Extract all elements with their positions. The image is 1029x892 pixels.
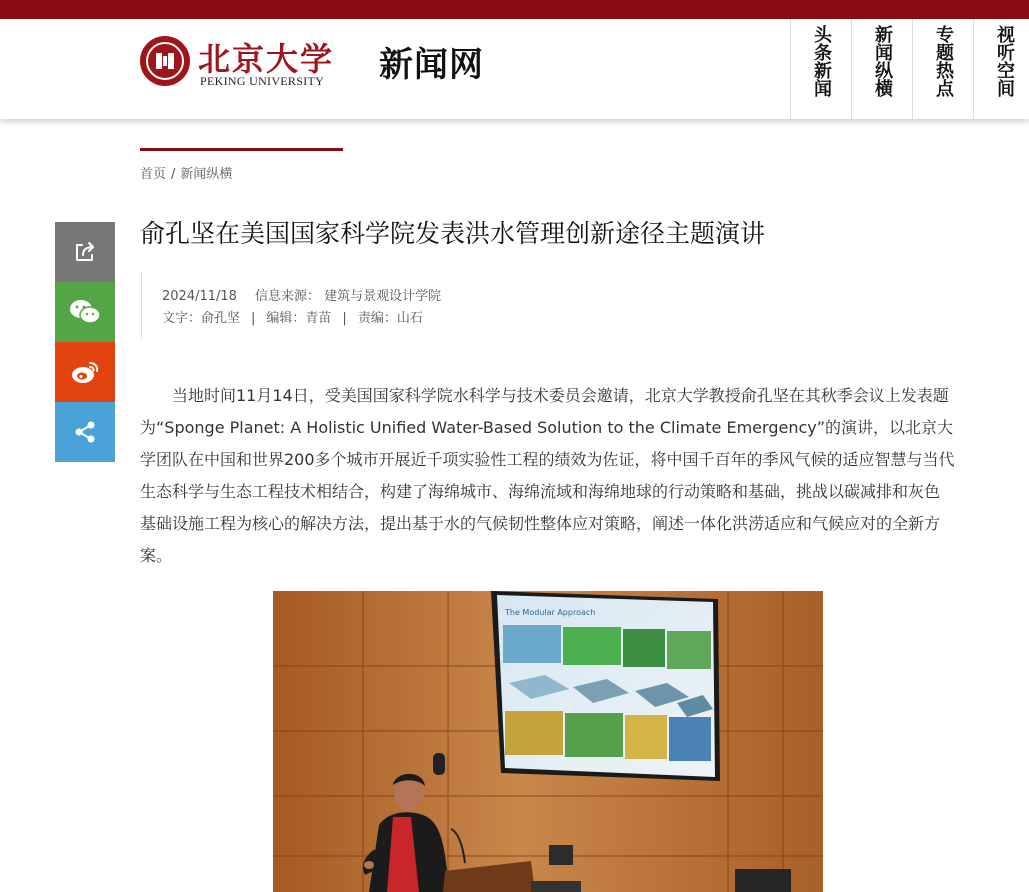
nav-item-topics[interactable]: 专题热点 [912, 19, 973, 119]
breadcrumb-separator: / [171, 167, 176, 182]
article-responsible-editor: 责编：山石 [357, 311, 423, 326]
weibo-icon[interactable] [55, 342, 115, 402]
site-header [0, 19, 1029, 119]
nav-item-media[interactable]: 视听空间 [973, 19, 1029, 119]
logo-chinese-text: 北京大学 [198, 40, 335, 78]
share-bar [55, 222, 115, 462]
article-title: 俞孔坚在美国国家科学院发表洪水管理创新途径主题演讲 [140, 219, 766, 248]
section-rule [140, 148, 343, 151]
breadcrumb-section[interactable]: 新闻纵横 [180, 167, 233, 182]
pku-seal-icon [140, 36, 190, 86]
share-icon[interactable] [55, 222, 115, 282]
article-author: 文字：俞孔坚 [162, 311, 241, 326]
article-source: 信息来源： 建筑与景观设计学院 [254, 289, 442, 304]
main-nav [790, 19, 1029, 119]
top-brand-bar [0, 0, 1029, 19]
logo-english-text: PEKING UNIVERSITY [200, 74, 325, 88]
meta-separator: | [342, 311, 347, 326]
wechat-icon[interactable] [55, 282, 115, 342]
breadcrumb-home[interactable]: 首页 [140, 167, 167, 182]
pku-logo[interactable] [140, 36, 335, 88]
site-title[interactable]: 新闻网 [379, 45, 484, 85]
article-editor: 编辑：青苗 [266, 311, 332, 326]
breadcrumb [140, 163, 232, 182]
slide-title: The Modular Approach [505, 608, 596, 617]
article-photo[interactable] [273, 591, 823, 892]
nav-item-news[interactable]: 新闻纵横 [851, 19, 912, 119]
share-network-icon[interactable] [55, 402, 115, 462]
nav-item-headlines[interactable]: 头条新闻 [790, 19, 851, 119]
article-body: 当地时间11月14日，受美国国家科学院水科学与技术委员会邀请，北京大学教授俞孔坚在其秋季会议上发表题为“Sponge Planet: A Holistic Unified Water-Based Solution to the Climate Emergency”的演讲，以北京大学团队在中国和世界200多个城市开展近千项实验性工程的绩效为佐证，将中国千百年的季风气候的适应智慧与当代生态科学与生态工程技术相结合，构建了海绵城市、海绵流域和海绵地球的行动策略和基础，挑战以碳减排和灰色基础设施工程为核心的解决方法，提出基于水的气候韧性整体应对策略，阐述一体化洪涝适应和气候应对的全新方案。 [140, 386, 955, 565]
meta-separator: | [251, 311, 256, 326]
article-date: 2024/11/18 [162, 289, 237, 304]
article-meta [141, 272, 542, 338]
